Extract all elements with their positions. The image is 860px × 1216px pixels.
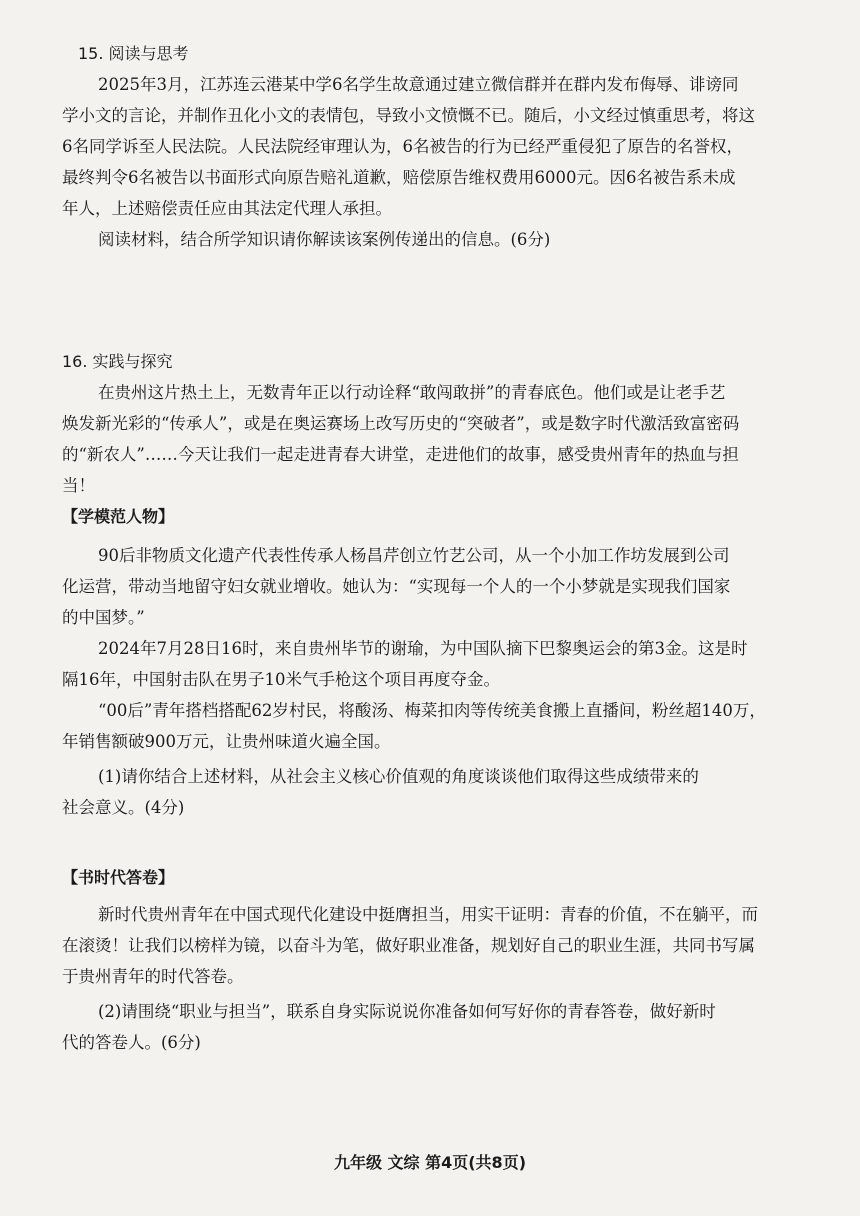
question-16 bbox=[62, 346, 804, 823]
section-models-line-7: 年销售额破900万元，让贵州味道火遍全国。 bbox=[62, 732, 391, 751]
section-answer-line-2: 在滚烫！让我们以榜样为镜，以奋斗为笔，做好职业准备，规划好自己的职业生涯，共同书写属 bbox=[62, 936, 755, 955]
section-models-line-4: 2024年7月28日16时，来自贵州毕节的谢瑜，为中国队摘下巴黎奥运会的第3金。这是时 bbox=[98, 639, 748, 658]
section-models-line-2: 化运营，带动当地留守妇女就业增收。她认为：“实现每一个人的一个小梦就是实现我们国家 bbox=[62, 577, 731, 596]
page-footer: 九年级 文综 第4页(共8页) bbox=[333, 1153, 527, 1172]
question-15-line-3: 6名同学诉至人民法院。人民法院经审理认为，6名被告的行为已经严重侵犯了原告的名誉权， bbox=[62, 137, 743, 156]
question-15-line-1: 2025年3月，江苏连云港某中学6名学生故意通过建立微信群并在群内发布侮辱、诽谤同 bbox=[98, 75, 739, 94]
section-heading-models: 【学模范人物】 bbox=[62, 507, 175, 526]
section-models-line-5: 隔16年，中国射击队在男子10米气手枪这个项目再度夺金。 bbox=[62, 670, 500, 689]
question-16-title: 16. 实践与探究 bbox=[62, 352, 173, 371]
section-models-line-6: “00后”青年搭档搭配62岁村民，将酸汤、梅菜扣肉等传统美食搬上直播间，粉丝超140万， bbox=[98, 701, 766, 720]
question-16-intro-2: 焕发新光彩的“传承人”，或是在奥运赛场上改写历史的“突破者”，或是数字时代激活致富密码 bbox=[62, 414, 740, 433]
question-16-intro-3: 的“新农人”……今天让我们一起走进青春大讲堂，走进他们的故事，感受贵州青年的热血与担 bbox=[62, 445, 739, 464]
section-models-line-1: 90后非物质文化遗产代表性传承人杨昌芹创立竹艺公司，从一个小加工作坊发展到公司 bbox=[98, 546, 730, 565]
question-15-prompt: 阅读材料，结合所学知识请你解读该案例传递出的信息。(6分) bbox=[98, 230, 551, 249]
question-15 bbox=[62, 38, 804, 255]
section-answer-line-1: 新时代贵州青年在中国式现代化建设中挺膺担当，用实干证明：青春的价值，不在躺平，而 bbox=[98, 905, 758, 924]
question-15-line-4: 最终判令6名被告以书面形式向原告赔礼道歉，赔偿原告维权费用6000元。因6名被告系未成 bbox=[62, 168, 736, 187]
question-16-section-2 bbox=[62, 862, 804, 1058]
question-16-intro-4: 当！ bbox=[62, 476, 95, 495]
question-15-title: 15. 阅读与思考 bbox=[78, 44, 189, 63]
question-15-line-2: 学小文的言论，并制作丑化小文的表情包，导致小文愤慨不已。随后，小文经过慎重思考，将这 bbox=[62, 106, 755, 125]
section-heading-answer-sheet: 【书时代答卷】 bbox=[62, 868, 175, 887]
section-models-line-3: 的中国梦。” bbox=[62, 608, 145, 627]
question-16-intro-1: 在贵州这片热土上，无数青年正以行动诠释“敢闯敢拼”的青春底色。他们或是让老手艺 bbox=[98, 383, 726, 402]
question-16-part-2-line-2: 代的答卷人。(6分) bbox=[62, 1033, 201, 1052]
question-16-part-1-line-1: (1)请你结合上述材料，从社会主义核心价值观的角度谈谈他们取得这些成绩带来的 bbox=[98, 767, 699, 786]
question-15-line-5: 年人，上述赔偿责任应由其法定代理人承担。 bbox=[62, 199, 392, 218]
question-16-part-2-line-1: (2)请围绕“职业与担当”，联系自身实际说说你准备如何写好你的青春答卷，做好新时 bbox=[98, 1002, 716, 1021]
question-16-part-1-line-2: 社会意义。(4分) bbox=[62, 798, 185, 817]
section-answer-line-3: 于贵州青年的时代答卷。 bbox=[62, 967, 244, 986]
